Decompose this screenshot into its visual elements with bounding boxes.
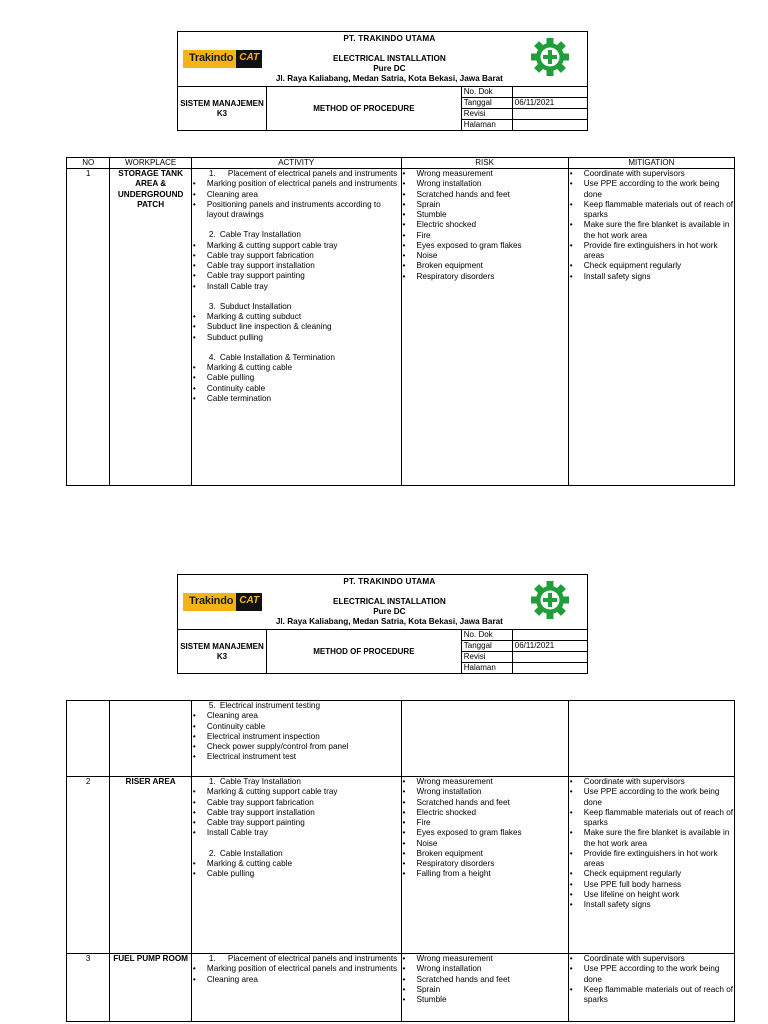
document-title: ELECTRICAL INSTALLATION (332, 596, 446, 606)
list-item: • Marking & cutting cable (192, 363, 401, 373)
company-name: PT. TRAKINDO UTAMA (343, 33, 436, 43)
list-item: • Continuity cable (192, 384, 401, 394)
risk-cell: • Wrong measurement • Wrong installation • Scratched hands and feet • Electric shocked • Fire • Eyes exposed to gram flakes • Noise • Broken equipment • Respiratory disorders • Falling from a height (401, 777, 568, 954)
address: Jl. Raya Kaliabang, Medan Satria, Kota Bekasi, Jawa Barat (275, 74, 503, 84)
list-item: • Cable tray support installation (192, 261, 401, 271)
list-item: • Install Cable tray (192, 282, 401, 292)
trakindo-logo: Trakindo CAT (183, 593, 262, 611)
title-cell (267, 32, 513, 87)
list-item: • Cable tray support painting (192, 271, 401, 281)
list-item: • Cable tray support fabrication (192, 251, 401, 261)
risk-table-page-1: NO WORKPLACE ACTIVITY RISK MITIGATION 1 STORAGE TANK AREA & UNDERGROUND PATCH 1. Placement of electrical panels and instruments • Marking position of electrical panels and instruments • Cleaning area • Positioning panels and instruments according to layout drawings 2. Cable Tray Installation • Marking & cutting support cable tray • Cable tray support fabrication • Cable tray support installation • Cable tray support painting • Install Cable tray 3. Subduct Installation • Marking & cutting subduct • Subduct line inspection & cleaning • Subduct pulling 4. Cable Installation & Termination • Marking & cutting cable • Cable pulling • Continuity cable • Cable termination • Wrong measurement • Wrong installation • Scratched hands and feet • Sprain • Stumble • Electric shocked • Fire • Eyes exposed to gram flakes • Noise • Broken equipment • Respiratory disorders • Coordinate with supervisors • Use PPE according to the work being done • Keep flammable materials out of reach of sparks • Make sure the fire blanket is available in the hot work area • Provide fire extinguishers in hot work areas • Check equipment regularly • Install safety signs (66, 157, 735, 486)
list-item: • Subduct line inspection & cleaning (192, 322, 401, 332)
risk-cell: • Wrong measurement • Wrong installation • Scratched hands and feet • Sprain • Stumble (401, 954, 568, 1022)
site-name: Pure DC (373, 607, 406, 616)
list-item: • Cable tray support fabrication (192, 798, 401, 808)
logo-cell (178, 32, 267, 87)
trakindo-logo: Trakindo CAT (183, 50, 262, 68)
list-item: • Cable pulling (192, 373, 401, 383)
table-row (67, 701, 735, 777)
document-header-page-2: Trakindo CAT PT. TRAKINDO UTAMA ELECTRICAL INSTALLATION Pure DC Jl. Raya Kaliabang, Medan Satria, Kota Bekasi, Jawa Barat SISTEM MANAJEMEN K3 METHOD OF PROCEDURE No. Dok Tanggal 06/11/2021 Revisi Halaman (177, 574, 588, 674)
list-item: • Positioning panels and instruments according to layout drawings (192, 200, 401, 221)
list-item: • Marking & cutting cable (192, 859, 401, 869)
list-item: • Cleaning area (192, 190, 401, 200)
address: Jl. Raya Kaliabang, Medan Satria, Kota Bekasi, Jawa Barat (275, 617, 503, 627)
workplace-name: STORAGE TANK AREA & UNDERGROUND PATCH (117, 169, 184, 209)
gear-cell (512, 575, 587, 630)
activity-cell: 1. Placement of electrical panels and instruments • Marking position of electrical panels and instruments • Cleaning area (191, 954, 401, 1022)
list-item: • Marking & cutting support cable tray (192, 241, 401, 251)
risk-cell: • Wrong measurement • Wrong installation • Scratched hands and feet • Sprain • Stumble • Electric shocked • Fire • Eyes exposed to gram flakes • Noise • Broken equipment • Respiratory disorders (401, 169, 568, 486)
company-name: PT. TRAKINDO UTAMA (343, 576, 436, 586)
list-item: • Electrical instrument inspection (192, 732, 401, 742)
activity-cell: 1. Cable Tray Installation • Marking & cutting support cable tray • Cable tray support fabrication • Cable tray support installation • Cable tray support painting • Install Cable tray 2. Cable Installation • Marking & cutting cable • Cable pulling (191, 777, 401, 954)
k3-safety-gear-icon (530, 580, 570, 620)
table-row: 1 STORAGE TANK AREA & UNDERGROUND PATCH 1. Placement of electrical panels and instruments • Marking position of electrical panels and instruments • Cleaning area • Positioning panels and instruments according to layout drawings 2. Cable Tray Installation • Marking & cutting support cable tray • Cable tray support fabrication • Cable tray support installation • Cable tray support painting • Install Cable tray 3. Subduct Installation • Marking & cutting subduct • Subduct line inspection & cleaning • Subduct pulling 4. Cable Installation & Termination • Marking & cutting cable • Cable pulling • Continuity cable • Cable termination • Wrong measurement • Wrong installation • Scratched hands and feet • Sprain • Stumble • Electric shocked • Fire • Eyes exposed to gram flakes • Noise • Broken equipment • Respiratory disorders • Coordinate with supervisors • Use PPE according to the work being done • Keep flammable materials out of reach of sparks • Make sure the fire blanket is available in the hot work area • Provide fire extinguishers in hot work areas • Check equipment regularly • Install safety signs (67, 169, 735, 486)
document-title: ELECTRICAL INSTALLATION (332, 53, 446, 63)
list-item: • Marking position of electrical panels and instruments (192, 964, 401, 974)
list-item: • Cable tray support installation (192, 808, 401, 818)
document-header: Trakindo CAT PT. TRAKINDO UTAMA ELECTRICAL INSTALLATION Pure DC Jl. Raya Kaliabang, Medan Satria, Kota Bekasi, Jawa Barat SISTEM MANAJEMEN K3 METHOD OF PROCEDURE No. Dok Tanggal 06/11/2021 Revisi Halaman (177, 31, 588, 131)
mitigation-cell: • Coordinate with supervisors • Use PPE according to the work being done • Keep flammable materials out of reach of sparks • Make sure the fire blanket is available in the hot work area • Provide fire extinguishers in hot work areas • Check equipment regularly • Install safety signs (568, 169, 734, 486)
workplace-name: FUEL PUMP ROOM (113, 954, 189, 963)
list-item: • Cable termination (192, 394, 401, 404)
mitigation-cell: • Coordinate with supervisors • Use PPE according to the work being done • Keep flammable materials out of reach of sparks • Make sure the fire blanket is available in the hot work area • Provide fire extinguishers in hot work areas • Check equipment regularly • Use PPE full body harness • Use lifeline on height work • Install safety signs (568, 777, 734, 954)
activity-cell: 1. Placement of electrical panels and instruments • Marking position of electrical panels and instruments • Cleaning area • Positioning panels and instruments according to layout drawings 2. Cable Tray Installation • Marking & cutting support cable tray • Cable tray support fabrication • Cable tray support installation • Cable tray support painting • Install Cable tray 3. Subduct Installation • Marking & cutting subduct • Subduct line inspection & cleaning • Subduct pulling 4. Cable Installation & Termination • Marking & cutting cable • Cable pulling • Continuity cable • Cable termination (191, 169, 401, 486)
risk-table-page-2 (66, 700, 735, 1022)
table-row: 3 FUEL PUMP ROOM 1. Placement of electrical panels and instruments • Marking position of electrical panels and instruments • Cleaning area • Wrong measurement • Wrong installation • Scratched hands and feet • Sprain • Stumble • Coordinate with supervisors • Use PPE according to the work being done • Keep flammable materials out of reach of sparks (67, 954, 735, 1022)
list-item: • Electrical instrument test (192, 752, 401, 762)
list-item: • Cleaning area (192, 711, 401, 721)
title-cell (267, 575, 513, 630)
list-item: • Continuity cable (192, 722, 401, 732)
site-name: Pure DC (373, 64, 406, 73)
logo-cell (178, 575, 267, 630)
list-item: • Check power supply/control from panel (192, 742, 401, 752)
workplace-name: RISER AREA (125, 777, 176, 786)
list-item: • Subduct pulling (192, 333, 401, 343)
list-item: • Marking position of electrical panels and instruments (192, 179, 401, 189)
gear-cell (512, 32, 587, 87)
system-label: SISTEM MANAJEMEN K3 (178, 630, 267, 674)
procedure-label: METHOD OF PROCEDURE (267, 87, 462, 131)
list-item: • Marking & cutting subduct (192, 312, 401, 322)
list-item: • Marking & cutting support cable tray (192, 787, 401, 797)
list-item: • Install Cable tray (192, 828, 401, 838)
list-item: • Cable pulling (192, 869, 401, 879)
k3-safety-gear-icon (530, 37, 570, 77)
table-row: 2 RISER AREA 1. Cable Tray Installation • Marking & cutting support cable tray • Cable tray support fabrication • Cable tray support installation • Cable tray support painting • Install Cable tray 2. Cable Installation • Marking & cutting cable • Cable pulling • Wrong measurement • Wrong installation • Scratched hands and feet • Electric shocked • Fire • Eyes exposed to gram flakes • Noise • Broken equipment • Respiratory disorders • Falling from a height • Coordinate with supervisors • Use PPE according to the work being done • Keep flammable materials out of reach of sparks • Make sure the fire blanket is available in the hot work area • Provide fire extinguishers in hot work areas • Check equipment regularly • Use PPE full body harness • Use lifeline on height work • Install safety signs (67, 777, 735, 954)
activity-cell: 5. Electrical instrument testing • Cleaning area • Continuity cable • Electrical instrument inspection • Check power supply/control from panel • Electrical instrument test (191, 701, 401, 777)
system-label: SISTEM MANAJEMEN K3 (178, 87, 267, 131)
mitigation-cell: • Coordinate with supervisors • Use PPE according to the work being done • Keep flammable materials out of reach of sparks (568, 954, 734, 1022)
list-item: • Cable tray support painting (192, 818, 401, 828)
list-item: • Cleaning area (192, 975, 401, 985)
procedure-label: METHOD OF PROCEDURE (267, 630, 462, 674)
